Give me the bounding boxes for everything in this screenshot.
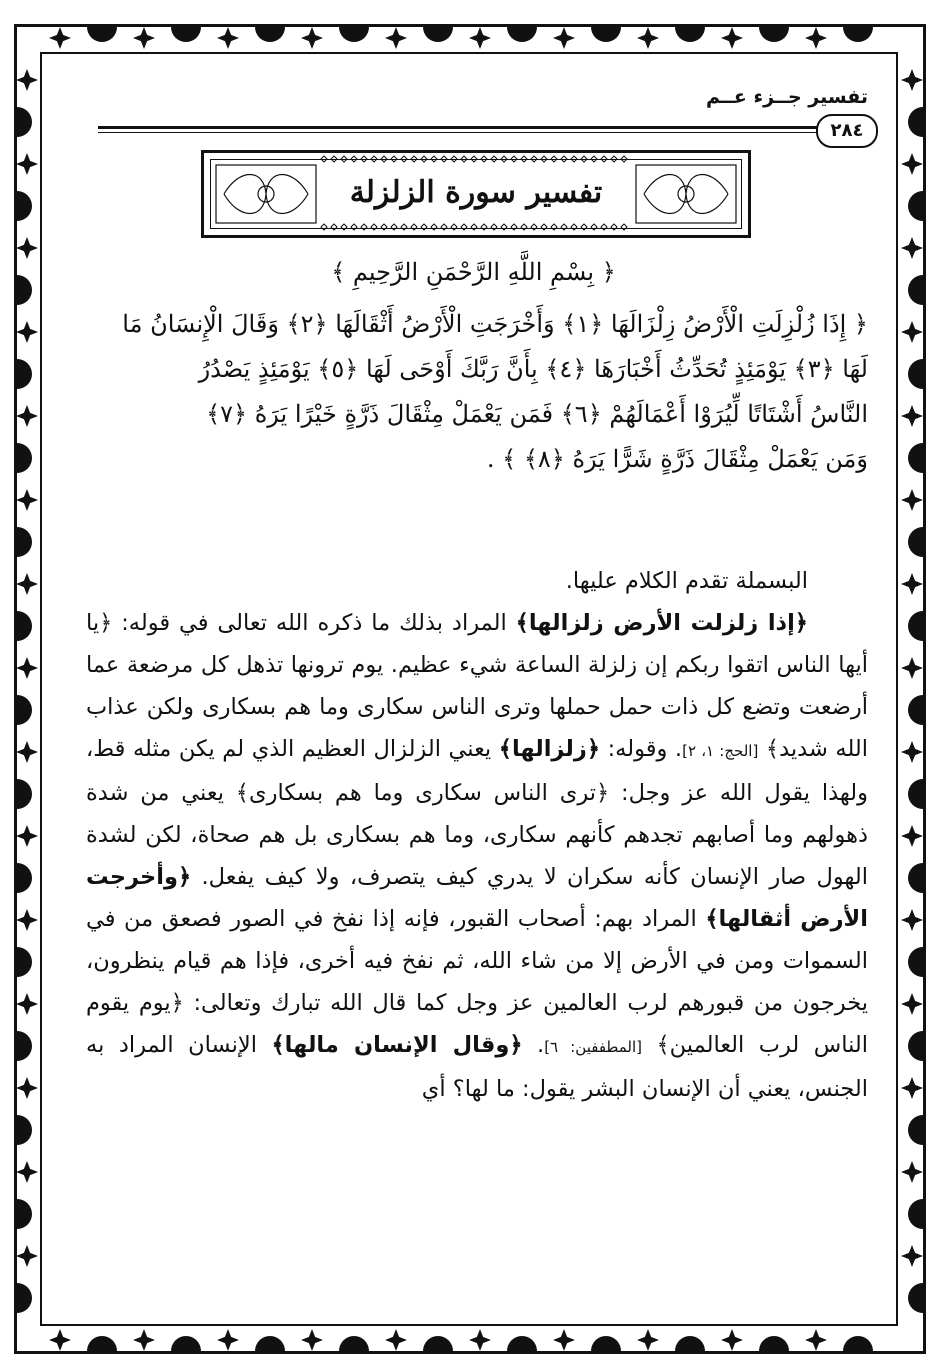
arc-ornament	[17, 1283, 32, 1313]
arc-ornament	[255, 1336, 285, 1351]
star-ornament	[901, 825, 923, 847]
diamond-ornament	[601, 224, 607, 230]
tafsir-body	[86, 560, 868, 1110]
quran-line: ﴿ إِذَا زُلْزِلَتِ الْأَرْضُ زِلْزَالَهَا ﴿١﴾ وَأَخْرَجَتِ الْأَرْضُ أَثْقَالَهَا ﴿٢﴾ وَقَالَ الْإِنسَانُ مَا	[122, 310, 868, 338]
diamond-ornament	[501, 156, 507, 162]
basmala: ﴿ بِسْمِ اللَّهِ الرَّحْمَنِ الرَّحِيمِ ﴾	[331, 258, 616, 286]
arc-ornament	[759, 27, 789, 42]
diamond-ornament	[401, 156, 407, 162]
star-ornament	[553, 27, 575, 49]
commentary-text: . وقوله:	[600, 736, 683, 762]
diamond-ornament	[391, 156, 397, 162]
arc-ornament	[908, 611, 923, 641]
diamond-ornament	[441, 224, 447, 230]
diamond-ornament	[541, 156, 547, 162]
star-ornament	[469, 1329, 491, 1351]
diamond-ornament	[551, 224, 557, 230]
arc-ornament	[908, 191, 923, 221]
star-ornament	[385, 27, 407, 49]
arc-ornament	[17, 1031, 32, 1061]
diamond-ornament	[401, 224, 407, 230]
arc-ornament	[591, 27, 621, 42]
diamond-ornament	[531, 156, 537, 162]
star-ornament	[16, 321, 38, 343]
star-ornament	[901, 69, 923, 91]
arc-ornament	[507, 1336, 537, 1351]
star-ornament	[16, 1161, 38, 1183]
star-ornament	[16, 153, 38, 175]
surah-title-box	[201, 150, 751, 238]
diamond-ornament	[331, 156, 337, 162]
page-number: ٢٨٤	[816, 114, 878, 148]
arc-ornament	[908, 107, 923, 137]
paragraph	[86, 602, 868, 1110]
arc-ornament	[908, 443, 923, 473]
arc-ornament	[87, 27, 117, 42]
diamond-ornament	[451, 156, 457, 162]
diamond-ornament	[361, 224, 367, 230]
diamond-ornament	[341, 156, 347, 162]
diamond-ornament	[461, 224, 467, 230]
diamond-ornament	[431, 156, 437, 162]
diamond-ornament	[391, 224, 397, 230]
star-ornament	[16, 489, 38, 511]
diamond-ornament	[431, 224, 437, 230]
arc-ornament	[908, 359, 923, 389]
diamond-ornament	[621, 156, 627, 162]
arc-ornament	[908, 1199, 923, 1229]
star-ornament	[901, 573, 923, 595]
arc-ornament	[17, 779, 32, 809]
diamond-ornament	[411, 156, 417, 162]
diamond-ornament	[321, 224, 327, 230]
star-ornament	[901, 237, 923, 259]
arc-ornament	[17, 947, 32, 977]
diamond-ornament	[381, 224, 387, 230]
arc-ornament	[171, 1336, 201, 1351]
star-ornament	[16, 657, 38, 679]
verse-quote: ﴿وأخرجت الأرض أثقالها﴾	[86, 864, 868, 932]
quran-line: النَّاسُ أَشْتَاتًا لِّيُرَوْا أَعْمَالَهُمْ ﴿٦﴾ فَمَن يَعْمَلْ مِثْقَالَ ذَرَّةٍ خَيْرًا يَرَهُ ﴿٧﴾	[206, 400, 868, 428]
diamond-ornament	[491, 156, 497, 162]
diamond-ornament	[571, 224, 577, 230]
arc-ornament	[17, 863, 32, 893]
header-rule-thin	[98, 132, 818, 133]
diamond-ornament	[561, 156, 567, 162]
commentary-text: الإنسان المراد به الجنس، يعني أن الإنسان البشر يقول: ما لها؟ أي	[86, 1032, 868, 1102]
arc-ornament	[17, 191, 32, 221]
diamond-ornament	[611, 156, 617, 162]
diamond-ornament	[521, 224, 527, 230]
verse-reference: [الحج: ١، ٢]	[682, 742, 759, 760]
quran-line: لَهَا ﴿٣﴾ يَوْمَئِذٍ تُحَدِّثُ أَخْبَارَهَا ﴿٤﴾ بِأَنَّ رَبَّكَ أَوْحَى لَهَا ﴿٥﴾ يَوْمَئِذٍ يَصْدُرُ	[198, 355, 868, 383]
arc-ornament	[908, 863, 923, 893]
star-ornament	[901, 909, 923, 931]
diamond-ornament	[341, 224, 347, 230]
arc-ornament	[17, 611, 32, 641]
arc-ornament	[908, 1031, 923, 1061]
star-ornament	[16, 237, 38, 259]
star-ornament	[217, 27, 239, 49]
arc-ornament	[17, 359, 32, 389]
star-ornament	[901, 741, 923, 763]
diamond-ornament	[491, 224, 497, 230]
star-ornament	[16, 573, 38, 595]
arc-ornament	[675, 27, 705, 42]
star-ornament	[16, 69, 38, 91]
star-ornament	[721, 1329, 743, 1351]
star-ornament	[901, 1077, 923, 1099]
commentary-text: المراد بذلك ما ذكره الله تعالى في قوله: ﴿يا أيها الناس اتقوا ربكم إن زلزلة الساعة شيء عظيم. يوم ترونها تذهل كل مرضعة عما أرضعت وتضع كل ذات حمل حملها وترى الناس سكارى وما هم بسكارى ولكن عذاب الله شديد﴾	[86, 610, 869, 762]
diamond-ornament	[351, 156, 357, 162]
diamond-ornament	[501, 224, 507, 230]
star-ornament	[901, 657, 923, 679]
arc-ornament	[507, 27, 537, 42]
arc-ornament	[423, 1336, 453, 1351]
arc-ornament	[17, 1115, 32, 1145]
diamond-ornament	[351, 224, 357, 230]
star-ornament	[301, 1329, 323, 1351]
running-title: تفسير جــزء عــم	[705, 86, 868, 108]
star-ornament	[901, 1245, 923, 1267]
star-ornament	[901, 321, 923, 343]
star-ornament	[133, 1329, 155, 1351]
diamond-ornament	[571, 156, 577, 162]
arc-ornament	[591, 1336, 621, 1351]
star-ornament	[553, 1329, 575, 1351]
star-ornament	[16, 405, 38, 427]
arc-ornament	[17, 695, 32, 725]
diamond-ornament	[361, 156, 367, 162]
surah-title: تفسير سورة الزلزلة	[349, 175, 603, 210]
diamond-ornament	[511, 224, 517, 230]
arc-ornament	[675, 1336, 705, 1351]
star-ornament	[385, 1329, 407, 1351]
diamond-ornament	[521, 156, 527, 162]
diamond-ornament	[451, 224, 457, 230]
diamond-ornament	[581, 156, 587, 162]
diamond-ornament	[551, 156, 557, 162]
arc-ornament	[759, 1336, 789, 1351]
arc-ornament	[339, 1336, 369, 1351]
star-ornament	[805, 27, 827, 49]
star-ornament	[133, 27, 155, 49]
diamond-ornament	[621, 224, 627, 230]
diamond-ornament	[591, 224, 597, 230]
star-ornament	[901, 153, 923, 175]
arc-ornament	[255, 27, 285, 42]
arc-ornament	[339, 27, 369, 42]
diamond-ornament	[461, 156, 467, 162]
header-rule	[98, 126, 818, 129]
diamond-ornament	[541, 224, 547, 230]
diamond-ornament	[511, 156, 517, 162]
diamond-ornament	[611, 224, 617, 230]
diamond-ornament	[371, 156, 377, 162]
verse-reference: [المطففين: ٦]	[544, 1038, 642, 1056]
arc-ornament	[908, 779, 923, 809]
diamond-ornament	[381, 156, 387, 162]
star-ornament	[637, 1329, 659, 1351]
commentary-text: .	[522, 1032, 545, 1058]
diamond-ornament	[561, 224, 567, 230]
star-ornament	[469, 27, 491, 49]
star-ornament	[16, 909, 38, 931]
star-ornament	[901, 405, 923, 427]
diamond-ornament	[471, 156, 477, 162]
verse-quote: ﴿وقال الإنسان مالها﴾	[271, 1032, 523, 1058]
star-ornament	[49, 27, 71, 49]
diamond-ornament	[421, 156, 427, 162]
arc-ornament	[908, 527, 923, 557]
arc-ornament	[17, 443, 32, 473]
verse-quote: ﴿زلزالها﴾	[498, 736, 601, 762]
quran-text	[86, 302, 868, 482]
arc-ornament	[87, 1336, 117, 1351]
commentary-text: المراد بهم: أصحاب القبور، فإنه إذا نفخ في الصور فصعق من في السموات ومن في الأرض إلا من شاء الله، ثم نفخ فيه أخرى، فإذا هم قيام ينظرون، يخرجون من قبورهم لرب العالمين عز وجل كما قال الله تبارك وتعالى: ﴿يوم يقوم الناس لرب العالمين﴾	[86, 906, 868, 1058]
diamond-ornament	[601, 156, 607, 162]
star-ornament	[49, 1329, 71, 1351]
star-ornament	[217, 1329, 239, 1351]
diamond-ornament	[331, 224, 337, 230]
diamond-ornament	[321, 156, 327, 162]
arc-ornament	[171, 27, 201, 42]
arc-ornament	[908, 695, 923, 725]
diamond-ornament	[441, 156, 447, 162]
diamond-ornament	[411, 224, 417, 230]
star-ornament	[16, 1245, 38, 1267]
page-header	[78, 86, 878, 146]
star-ornament	[901, 489, 923, 511]
arc-ornament	[17, 1199, 32, 1229]
arc-ornament	[843, 27, 873, 42]
star-ornament	[721, 27, 743, 49]
diamond-ornament	[591, 156, 597, 162]
commentary-text: يعني الزلزال العظيم الذي لم يكن مثله قط، ولهذا يقول الله عز وجل: ﴿ترى الناس سكارى وما هم بسكارى﴾ يعني من شدة ذهولهم وما أصابهم تجدهم كأنهم سكارى، وما هم بسكارى بل هم صحاة، لكن لشدة الهول صار الإنسان كأنه سكران لا يدري كيف يتصرف، ولا كيف يفعل.	[86, 736, 868, 890]
diamond-ornament	[531, 224, 537, 230]
star-ornament	[805, 1329, 827, 1351]
diamond-ornament	[421, 224, 427, 230]
star-ornament	[901, 993, 923, 1015]
arc-ornament	[17, 527, 32, 557]
paragraph: البسملة تقدم الكلام عليها.	[565, 568, 808, 594]
star-ornament	[901, 1161, 923, 1183]
arc-ornament	[17, 107, 32, 137]
diamond-ornament	[471, 224, 477, 230]
star-ornament	[16, 741, 38, 763]
arc-ornament	[908, 1283, 923, 1313]
arc-ornament	[908, 1115, 923, 1145]
quran-line: وَمَن يَعْمَلْ مِثْقَالَ ذَرَّةٍ شَرًّا يَرَهُ ﴿٨﴾ ﴾ .	[486, 445, 868, 473]
arc-ornament	[908, 947, 923, 977]
verse-quote: ﴿إذا زلزلت الأرض زلزالها﴾	[515, 610, 808, 636]
star-ornament	[16, 1077, 38, 1099]
star-ornament	[637, 27, 659, 49]
diamond-ornament	[481, 224, 487, 230]
diamond-ornament	[371, 224, 377, 230]
star-ornament	[16, 993, 38, 1015]
diamond-ornament	[481, 156, 487, 162]
star-ornament	[301, 27, 323, 49]
diamond-ornament	[581, 224, 587, 230]
arc-ornament	[423, 27, 453, 42]
arc-ornament	[843, 1336, 873, 1351]
star-ornament	[16, 825, 38, 847]
